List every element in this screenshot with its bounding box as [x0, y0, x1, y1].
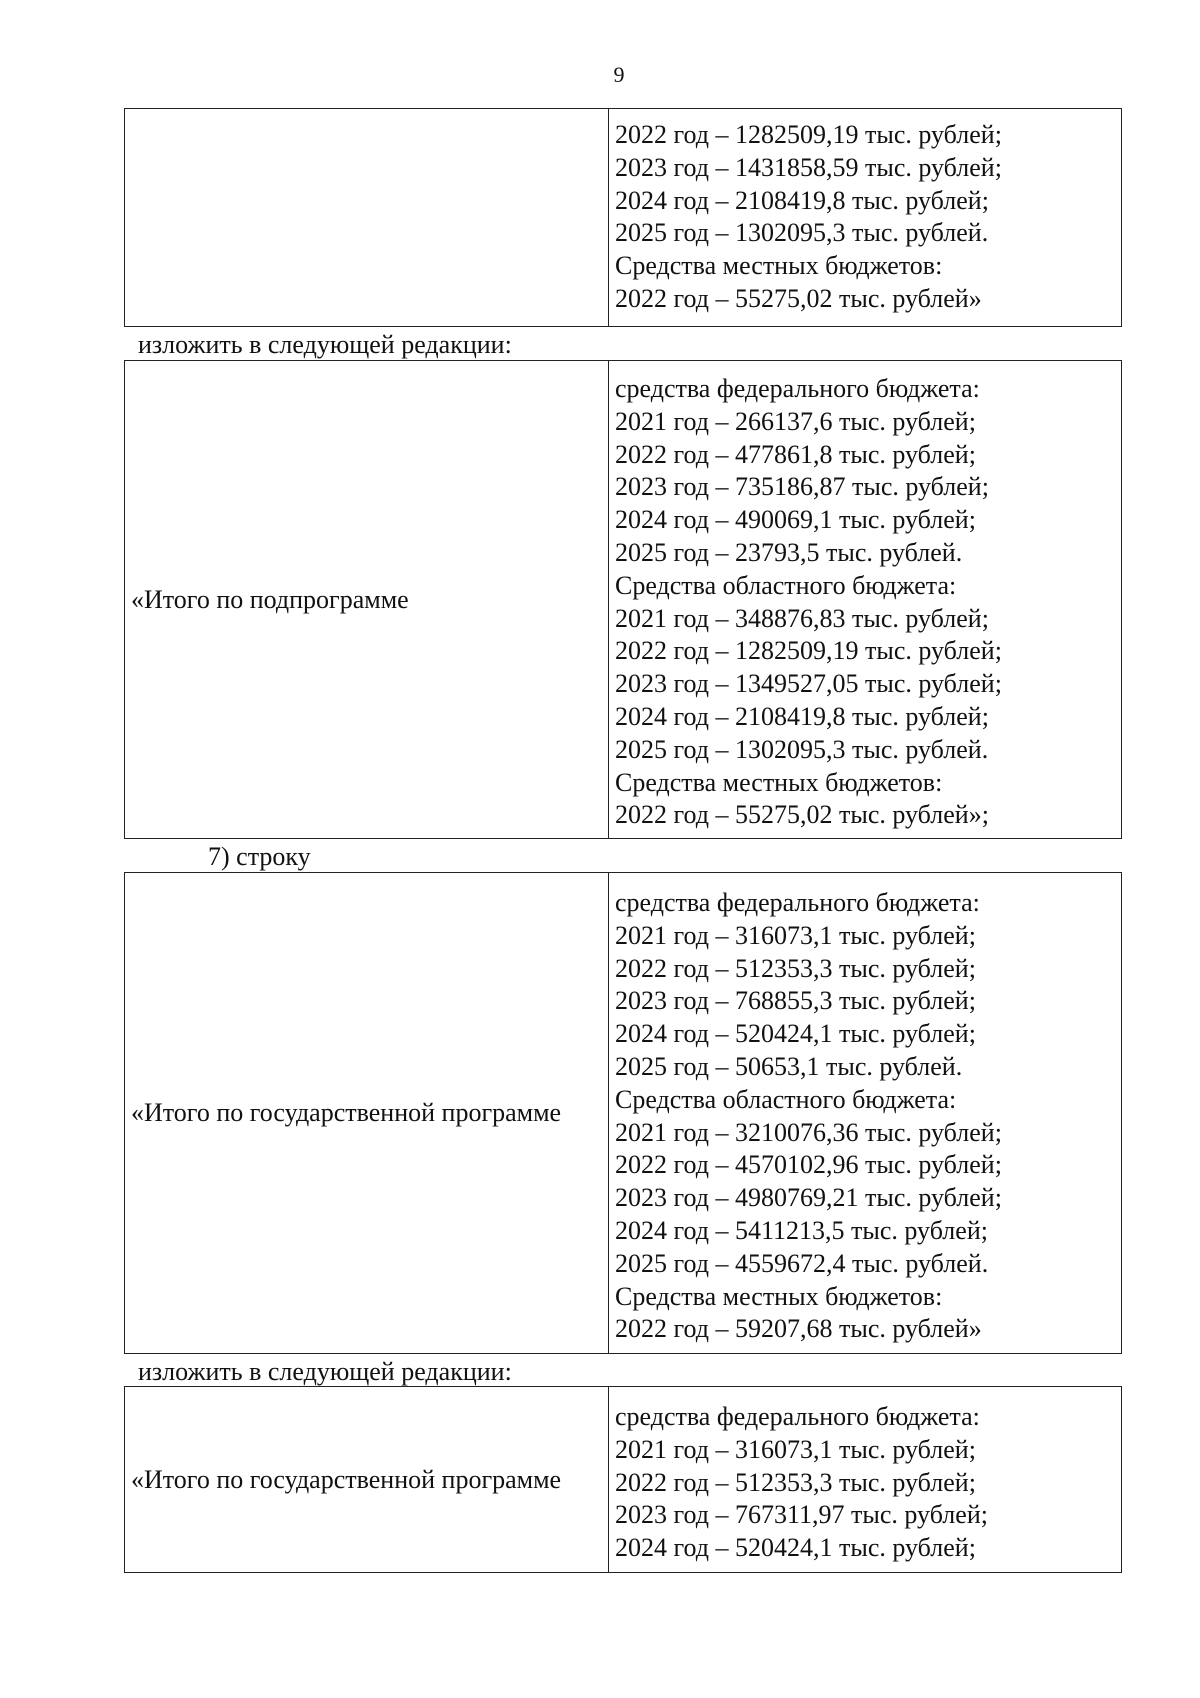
table-line: 2022 год – 4570102,96 тыс. рублей; — [615, 1150, 1002, 1180]
table-values-cell — [609, 1387, 1121, 1572]
table-line: 2022 год – 477861,8 тыс. рублей; — [615, 439, 976, 469]
instruction-text: изложить в следующей редакции: — [138, 1357, 512, 1386]
table-values-cell — [609, 361, 1121, 838]
table-line: 2024 год – 490069,1 тыс. рублей; — [615, 505, 976, 535]
table-line: 2022 год – 59207,68 тыс. рублей» — [615, 1314, 982, 1344]
table-label-cell: «Итого по государственной программе — [125, 1387, 609, 1572]
table-line: 2023 год – 4980769,21 тыс. рублей; — [615, 1183, 1002, 1213]
table-line: 2025 год – 1302095,3 тыс. рублей. — [615, 218, 989, 248]
table-line: 2023 год – 767311,97 тыс. рублей; — [615, 1500, 988, 1530]
table-line: 2022 год – 512353,3 тыс. рублей; — [615, 1467, 976, 1497]
table-line: 2021 год – 316073,1 тыс. рублей; — [615, 1434, 976, 1464]
table-line: 2022 год – 1282509,19 тыс. рублей; — [615, 120, 1002, 149]
table-line: Средства местных бюджетов: — [615, 251, 943, 281]
table-line: 2024 год – 5411213,5 тыс. рублей; — [615, 1215, 988, 1245]
table-line: 2025 год – 23793,5 тыс. рублей. — [615, 537, 963, 567]
table-line: 2022 год – 55275,02 тыс. рублей» — [615, 283, 982, 313]
subprogram-total-table — [124, 360, 1122, 839]
table-line: Средства областного бюджета: — [615, 570, 957, 600]
budget-table-continued — [124, 108, 1122, 327]
table-line: 2025 год – 1302095,3 тыс. рублей. — [615, 734, 989, 764]
table-line: Средства областного бюджета: — [615, 1084, 957, 1114]
table-line: 2021 год – 316073,1 тыс. рублей; — [615, 920, 976, 950]
table-line: 2022 год – 512353,3 тыс. рублей; — [615, 953, 976, 983]
table-label-cell — [125, 109, 609, 326]
table-line: 2024 год – 2108419,8 тыс. рублей; — [615, 185, 989, 215]
table-line: 2024 год – 520424,1 тыс. рублей; — [615, 1019, 976, 1049]
table-line: 2023 год – 768855,3 тыс. рублей; — [615, 986, 976, 1016]
state-program-total-table — [124, 872, 1122, 1354]
instruction-text: 7) строку — [208, 842, 311, 871]
page-number: 9 — [613, 62, 625, 87]
table-line: 2024 год – 2108419,8 тыс. рублей; — [615, 701, 989, 731]
table-line: 2025 год – 4559672,4 тыс. рублей. — [615, 1248, 989, 1278]
table-line: 2021 год – 266137,6 тыс. рублей; — [615, 406, 976, 436]
instruction-text: изложить в следующей редакции: — [138, 330, 512, 359]
table-line: средства федерального бюджета: — [615, 888, 980, 917]
table-line: средства федерального бюджета: — [615, 374, 980, 403]
table-line: 2021 год – 348876,83 тыс. рублей; — [615, 603, 989, 633]
table-line: Средства местных бюджетов: — [615, 767, 943, 797]
table-line: 2023 год – 1431858,59 тыс. рублей; — [615, 152, 1002, 182]
table-line: 2024 год – 520424,1 тыс. рублей; — [615, 1533, 976, 1563]
table-line: Средства местных бюджетов: — [615, 1281, 943, 1311]
table-line: 2025 год – 50653,1 тыс. рублей. — [615, 1051, 963, 1081]
table-line: 2022 год – 55275,02 тыс. рублей»; — [615, 800, 989, 830]
table-values-cell — [609, 109, 1121, 326]
table-line: средства федерального бюджета: — [615, 1402, 980, 1431]
table-line: 2023 год – 1349527,05 тыс. рублей; — [615, 669, 1002, 699]
table-label-cell: «Итого по подпрограмме — [125, 361, 609, 838]
table-label-cell: «Итого по государственной программе — [125, 873, 609, 1353]
state-program-total-table-new — [124, 1386, 1122, 1573]
table-line: 2022 год – 1282509,19 тыс. рублей; — [615, 636, 1002, 666]
table-line: 2021 год – 3210076,36 тыс. рублей; — [615, 1117, 1002, 1147]
table-line: 2023 год – 735186,87 тыс. рублей; — [615, 472, 989, 502]
table-values-cell — [609, 873, 1121, 1353]
